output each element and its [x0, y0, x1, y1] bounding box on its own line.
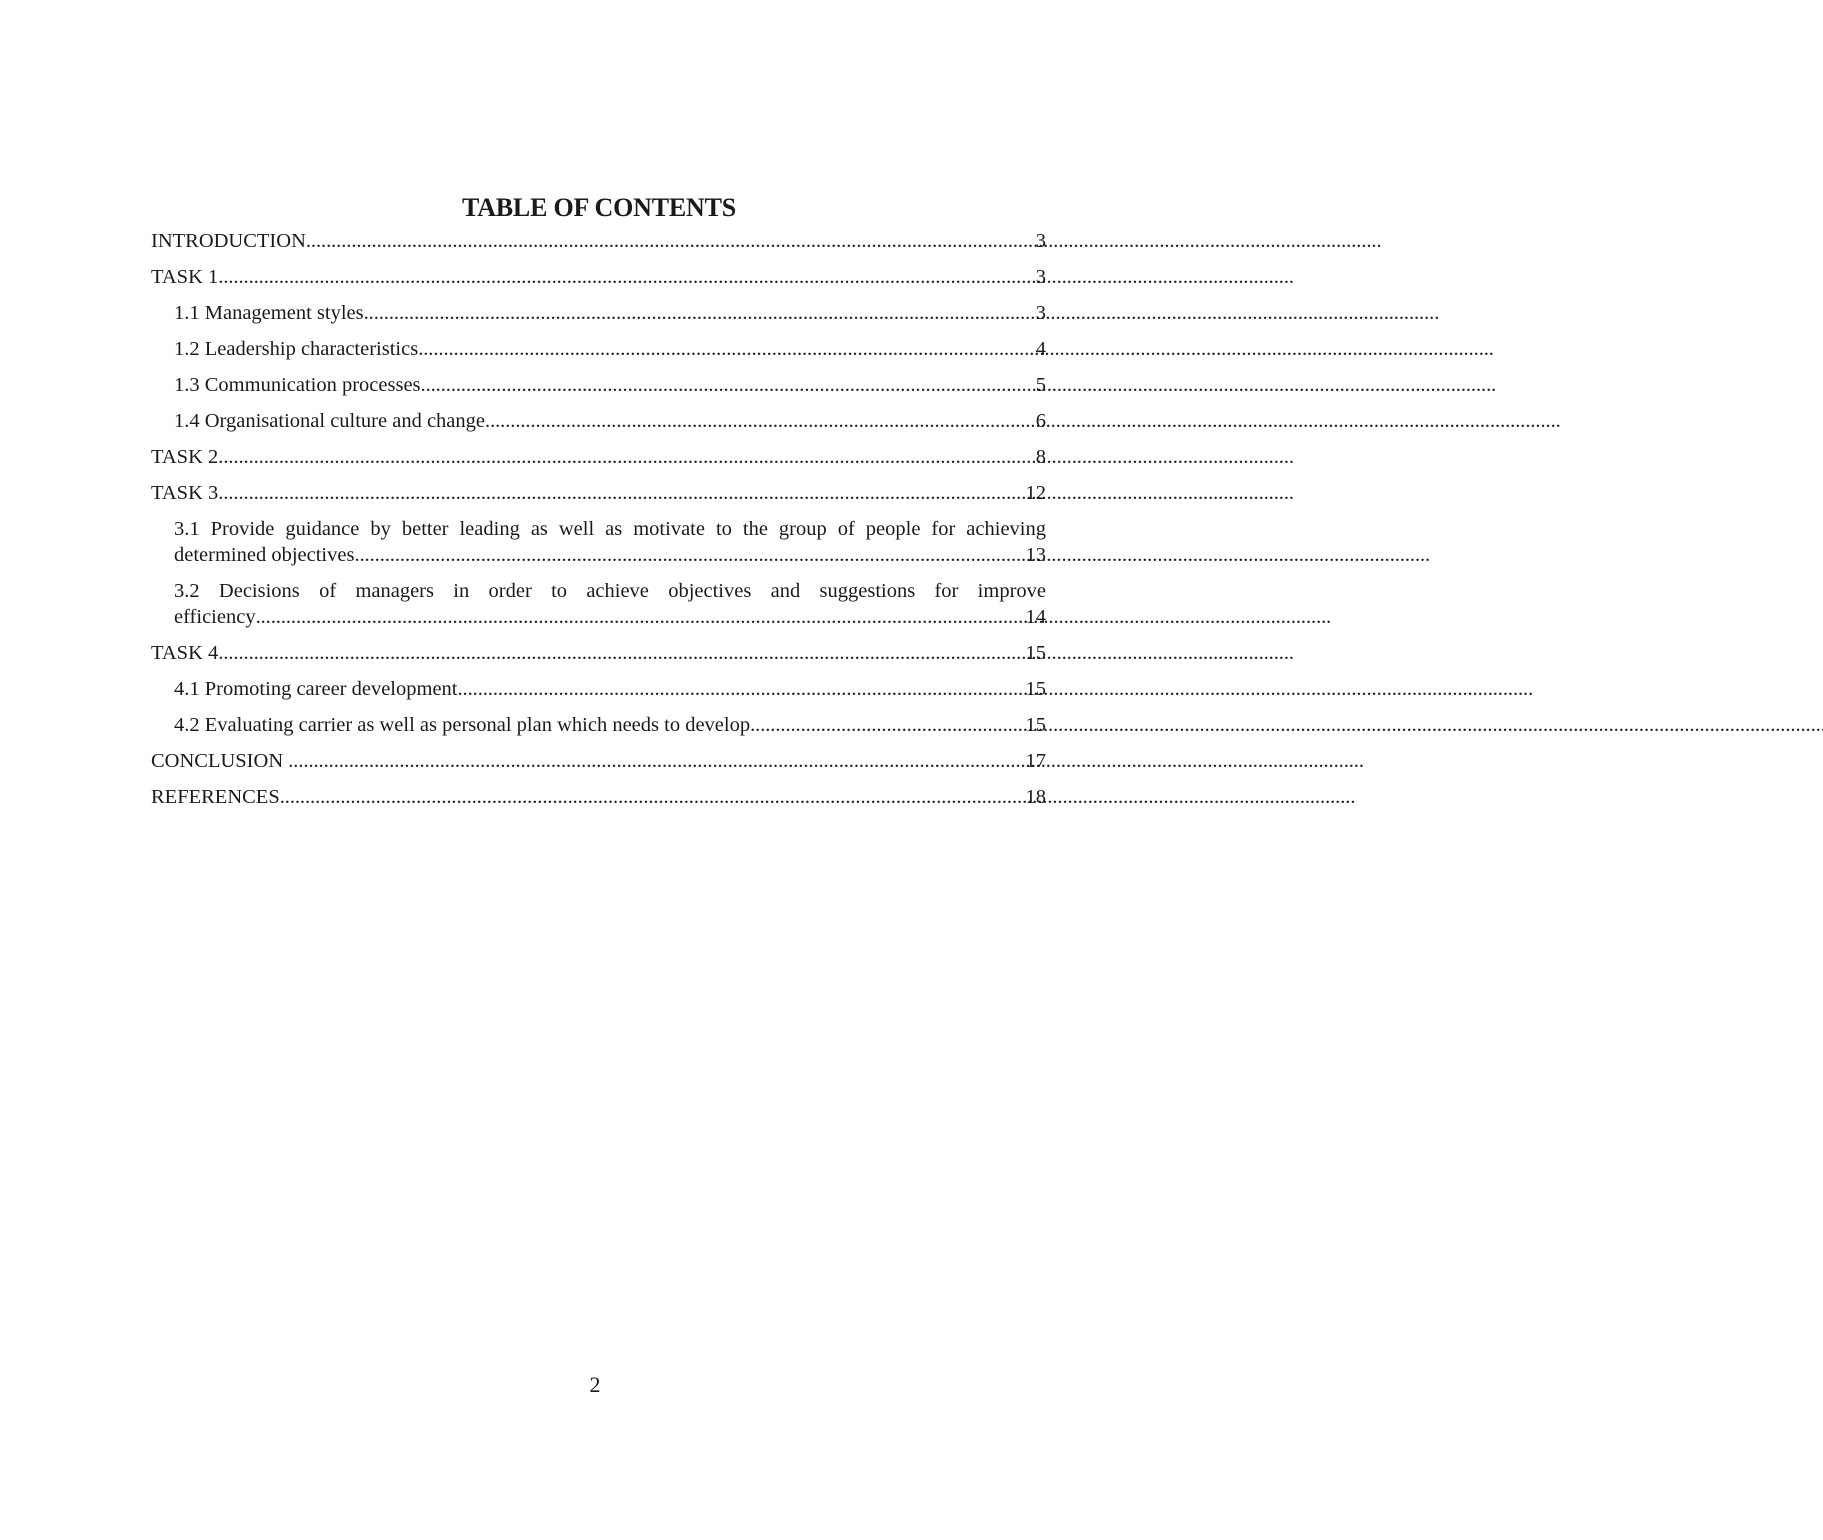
toc-entry-4-1[interactable]	[151, 676, 1046, 702]
toc-page-number: 12	[1025, 482, 1046, 504]
toc-page-number: 3	[1035, 302, 1046, 324]
dot-leader	[485, 408, 1036, 434]
toc-page-number: 3	[1035, 266, 1046, 288]
dot-leader	[418, 336, 1036, 362]
toc-entry-task-1[interactable]	[151, 264, 1046, 290]
toc-entry-label: efficiency	[174, 606, 256, 628]
toc-page-number: 3	[1035, 230, 1046, 252]
dot-leader	[288, 748, 1025, 774]
toc-entry-references[interactable]	[151, 784, 1046, 810]
toc-page-number: 14	[1025, 606, 1046, 628]
toc-entry-label: CONCLUSION	[151, 750, 289, 772]
dot-leader	[218, 264, 1035, 290]
toc-entry-3-2[interactable]	[151, 578, 1046, 630]
toc-page-number: 6	[1035, 410, 1046, 432]
dot-leader	[256, 604, 1026, 630]
toc-entry-label-first-line: 3.2 Decisions of managers in order to achieve objectives and suggestions for improve	[174, 580, 1046, 602]
dot-leader	[280, 784, 1026, 810]
dot-leader	[218, 480, 1025, 506]
toc-entry-3-1[interactable]	[151, 516, 1046, 568]
dot-leader	[218, 640, 1025, 666]
toc-page-number: 5	[1035, 374, 1046, 396]
toc-entry-label: determined objectives	[174, 544, 355, 566]
toc-page-number: 15	[1025, 678, 1046, 700]
toc-entry-label: TASK 1	[151, 266, 219, 288]
dot-leader	[750, 712, 1025, 738]
page-number: 2	[589, 1372, 601, 1397]
toc-page-number: 15	[1025, 714, 1046, 736]
toc-page-number: 15	[1025, 642, 1046, 664]
toc-entry-label: TASK 2	[151, 446, 219, 468]
toc-entry-conclusion[interactable]	[151, 748, 1046, 774]
toc-entry-1-1[interactable]	[151, 300, 1046, 326]
toc-entry-label: TASK 4	[151, 642, 219, 664]
toc-page-number: 17	[1025, 750, 1046, 772]
toc-entry-task-2[interactable]	[151, 444, 1046, 470]
dot-leader	[458, 676, 1026, 702]
toc-entry-introduction[interactable]	[151, 228, 1046, 254]
toc-page-number: 8	[1035, 446, 1046, 468]
toc-entry-label: 1.3 Communication processes	[174, 374, 421, 396]
toc-entry-label-first-line: 3.1 Provide guidance by better leading as well as motivate to the group of people for achieving	[174, 518, 1046, 540]
toc-entry-label: 4.1 Promoting career development	[174, 678, 458, 700]
toc-entry-1-2[interactable]	[151, 336, 1046, 362]
dot-leader	[364, 300, 1036, 326]
dot-leader	[218, 444, 1035, 470]
toc-page-number: 13	[1025, 544, 1046, 566]
toc-list	[151, 228, 1046, 820]
toc-page-number: 18	[1025, 786, 1046, 808]
toc-entry-label: TASK 3	[151, 482, 219, 504]
toc-heading: TABLE OF CONTENTS	[462, 193, 736, 222]
toc-entry-1-4[interactable]	[151, 408, 1046, 434]
dot-leader	[306, 228, 1036, 254]
toc-entry-label: REFERENCES	[151, 786, 280, 808]
dot-leader	[421, 372, 1036, 398]
toc-entry-task-4[interactable]	[151, 640, 1046, 666]
dot-leader	[354, 542, 1025, 568]
toc-entry-label: 1.1 Management styles	[174, 302, 364, 324]
toc-entry-label: 1.2 Leadership characteristics	[174, 338, 419, 360]
toc-entry-1-3[interactable]	[151, 372, 1046, 398]
toc-entry-label: 4.2 Evaluating carrier as well as personal plan which needs to develop	[174, 714, 751, 736]
toc-page-number: 4	[1035, 338, 1046, 360]
toc-entry-4-2[interactable]	[151, 712, 1046, 738]
toc-entry-label: 1.4 Organisational culture and change	[174, 410, 486, 432]
toc-entry-label: INTRODUCTION	[151, 230, 306, 252]
toc-entry-task-3[interactable]	[151, 480, 1046, 506]
